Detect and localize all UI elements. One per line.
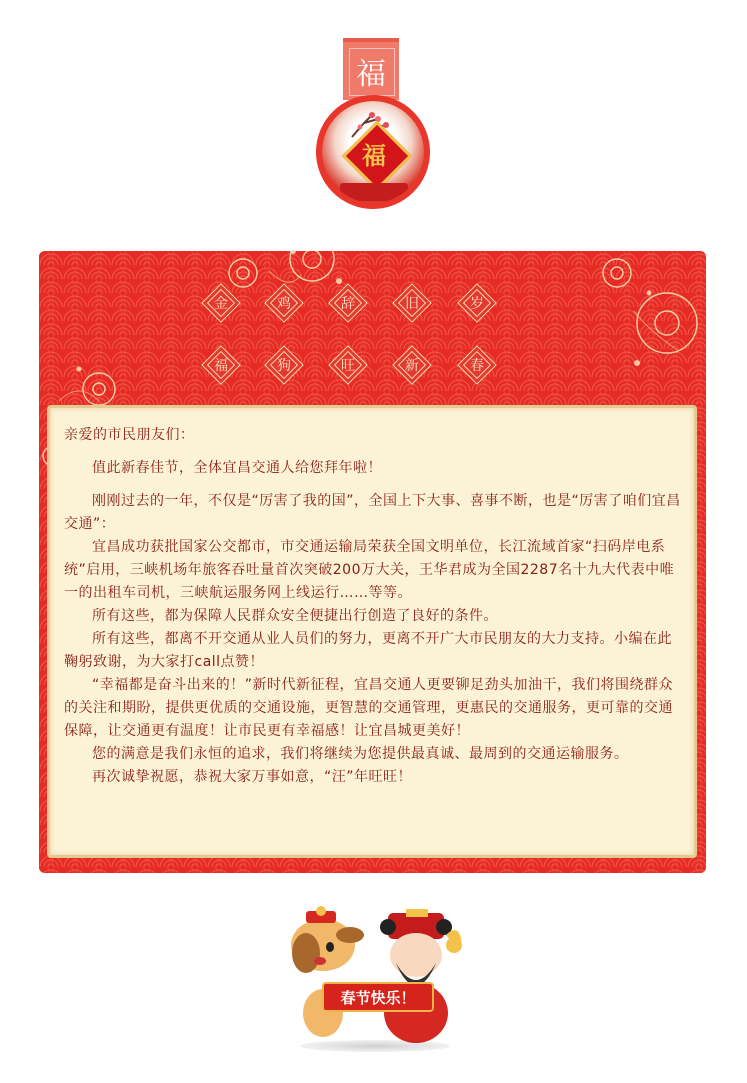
- fu-circle-inner: [322, 101, 424, 203]
- letter-paragraph: “幸福都是奋斗出来的！”新时代新征程，宜昌交通人更要铆足劲头加油干，我们将围绕群众的关注和期盼，提供更优质的交通设施，更智慧的交通管理，更惠民的交通服务，更可靠的交通保障，让交通更有温度！让市民更有幸福感！让宜昌城更美好！: [64, 677, 674, 739]
- fu-tag-char: 福: [356, 57, 386, 92]
- blessing-char: 旧: [405, 296, 419, 312]
- blessing-char: 岁: [470, 296, 484, 312]
- mascot-dog-and-god-of-wealth-icon: [268, 905, 478, 1055]
- blessing-char: 新: [405, 358, 419, 374]
- blessing-char: 鸡: [277, 296, 291, 312]
- letter-panel: [47, 405, 697, 858]
- letter-paragraph: 您的满意是我们永恒的追求，我们将继续为您提供最真诚、最周到的交通运输服务。: [92, 746, 629, 762]
- letter-paragraph: 所有这些，都离不开交通从业人员们的努力，更离不开广大市民朋友的大力支持。小编在此鞠躬致谢，为大家打call点赞！: [64, 631, 672, 670]
- fu-small-banner: [340, 183, 408, 201]
- blessing-char: 春: [470, 358, 484, 374]
- blessing-char: 狗: [277, 358, 291, 374]
- letter-paragraph: 再次诚挚祝愿，恭祝大家万事如意，“汪”年旺旺！: [92, 769, 413, 785]
- fu-tag: [343, 38, 399, 100]
- letter-paragraph: 刚刚过去的一年，不仅是“厉害了我的国”，全国上下大事、喜事不断，也是“厉害了咱们宜昌交通”：: [64, 493, 681, 532]
- blessing-char: 福: [214, 358, 228, 374]
- fu-circle-image: [316, 95, 430, 209]
- letter-greeting: 亲爱的市民朋友们：: [64, 427, 195, 443]
- mascot-shadow: [300, 1040, 450, 1052]
- fu-diamond-char: 福: [362, 140, 386, 170]
- letter-body: [64, 424, 682, 789]
- blessing-char: 辞: [341, 296, 355, 312]
- blessing-char: 旺: [341, 358, 355, 374]
- spring-festival-banner: 春节快乐！: [322, 982, 434, 1012]
- letter-paragraph: 宜昌成功获批国家公交都市，市交通运输局荣获全国文明单位，长江流域首家“扫码岸电系统”启用，三峡机场年旅客吞吐量首次突破200万大关，王华君成为全国2287名十九大代表中唯一的出租车司机，三峡航运服务网上线运行……等等。: [64, 539, 675, 601]
- blessing-char: 金: [214, 296, 228, 312]
- letter-paragraph: 所有这些，都为保障人民群众安全便捷出行创造了良好的条件。: [92, 608, 498, 624]
- letter-paragraph: 值此新春佳节，全体宜昌交通人给您拜年啦！: [92, 460, 382, 476]
